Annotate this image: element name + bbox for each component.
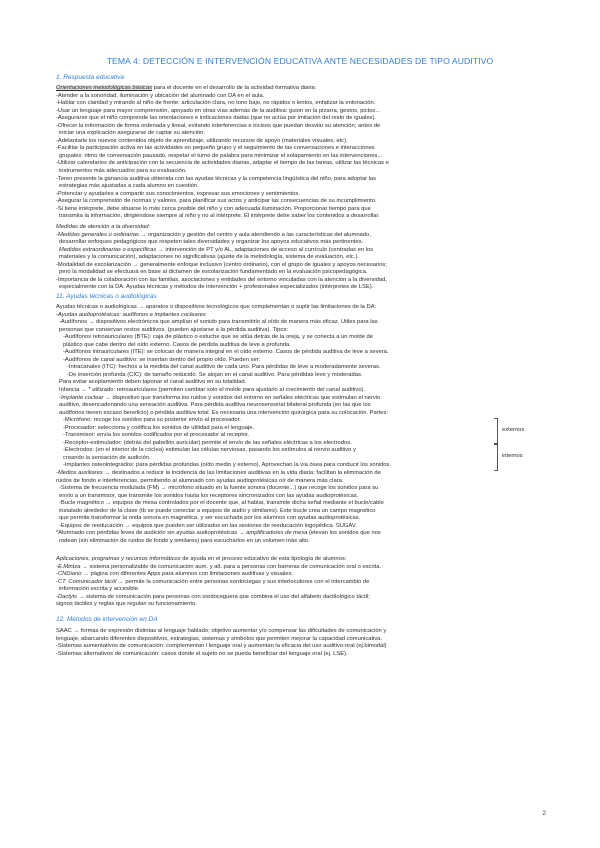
text-line: ruidos de fondo e interferencias, permitiendo al alumnado con ayudas audioprotésicas oír de manera más clara. (56, 477, 344, 484)
text-line: -Procesador: selecciona y codifica los sonidos de utilidad para el lenguaje. (63, 424, 255, 431)
text-line: -Modalidad de escolarización → generalmente enfoque inclusivo (centro ordinario), con el grupo de iguales y apoyos necesarios; (56, 261, 387, 268)
text-line: envío a un transmisor, que transmite los sonidos hasta los receptores sincronizados con las ayudas audioprotésicas. (59, 492, 359, 499)
label-externos: externos (502, 427, 525, 433)
text-line: SAAC → formas de expresión distintas al lenguaje hablado; objetivo aumentar y/o compensar las dificultades de comunicación y (56, 628, 387, 634)
text-line: -Sistema de frecuencia modulada (FM) → micrófono situado en la fuente sonora (docente...) que recoge los sonidos para su (59, 485, 379, 492)
page-title: TEMA 4: DETECCIÓN E INTERVENCIÓN EDUCATIVA ANTE NECESIDADES DE TIPO AUDITIVO (106, 56, 494, 66)
text-line: -Dactyls → sistema de comunicación para personas con sordoceguera que combina el uso del alfabeto dactilológico táctil; (56, 593, 370, 600)
text-line: información escrita y accesible. (59, 586, 140, 593)
text-line: -Audífonos retroauriculares (BTE): caja de plástico o estuche que se sitúa detrás de la oreja, y se conecta a un molde de (63, 334, 373, 341)
text-line: -Implantes osteointegrados: para pérdidas profundas (oído medio y externo). Aprovechan la vía ósea para conducir los sonidos. (63, 462, 392, 469)
text-line: -Usar un lenguaje para mayor comprensión, apoyado en otras vías además de la auditiva: guion en la pizarra, gestos, pictos... (56, 107, 381, 114)
text-line: -Tener presente la ganancia auditiva obtenida con las ayudas técnicas y la competencia lingüística del niño, para adoptar las (56, 175, 376, 182)
section-heading-respuesta: 1. Respuesta educativa (56, 74, 124, 81)
page-number: 2 (542, 810, 546, 817)
text-line: -Hablar con claridad y mirando al niño de frente: articulación clara, no tono bajo, no rápidos o lentos, enfatizar la entonación. (56, 100, 376, 107)
text-line: creando la sensación de audición. (63, 454, 151, 461)
text-line: Orientaciones metodológicas básicas para el docente en el desarrollo de la actividad formativa diaria: (56, 85, 317, 91)
text-line: -Sistemas aumentativos de comunicación: complementan l lenguaje oral y aumentan la eficacia del uso auditivo-oral (ej.bimodal) (56, 643, 387, 650)
text-line: -Audífonos intrauriculares (ITE): se colocan de manera integral en el oído externo. Casos de pérdida auditiva de leve a severa. (63, 349, 389, 356)
text-line: -Intracanales (ITC): hechos a la medida del canal auditivo de cada uno. Para pérdidas de leve a moderadamente severas. (67, 364, 381, 371)
text-line: Aplicaciones, programas y recursos informáticos de ayuda en el proceso educativo de esta tipología de alumnos: (56, 556, 347, 562)
text-line: -Audífonos de canal auditivo: se insertan dentro del propio oído. Pueden ser: (63, 356, 261, 363)
text-line: -Adelantarle los nuevos contenidos objeto de aprendizaje, utilizando recursos de apoyo (materiales visuales, etc). (56, 137, 348, 144)
text-line: -Sistemas alternativos de comunicación: casos donde el sujeto no se pueda beneficiar del lenguaje oral (ej. LSE). (56, 650, 348, 657)
text-line: -Medios auxiliares → destinados a reducir la incidencia de las limitaciones auditivas en la vida diaria; facilitan la eliminación de (56, 470, 381, 477)
text-line: -Asegurarse que el niño comprende las orientaciones e indicaciones dadas (que no actúa por imitación del resto de iguales). (56, 115, 376, 122)
text-line: -Medidas generales u ordinarias → organización y gestión del centro y aula atendiendo a las características del alumnado, (56, 231, 371, 238)
label-internos: internos (502, 453, 523, 459)
subheading: Medidas de atención a la diversidad: (56, 224, 151, 230)
text-line: -De inserción profunda (CIC): de tamaño reducido. Se alojan en el canal auditivo. Para pérdidas leve y moderadas. (67, 371, 363, 378)
text-line: transmita la información, dirigiéndose siempre al niño y no al intérprete. El intérprete debe saber los contenidos a desarrollar. (59, 213, 380, 220)
text-line: -Si tiene intérprete, debe situarse lo más cerca posible del niño y con adecuada iluminación. Proporcionar tiempo para que (56, 205, 371, 212)
text-line: audífonos tienen escaso beneficio) o pérdida auditiva total. Es necesaria una intervención quirúrgica para su colocación. Partes: (59, 409, 389, 416)
text-line: -Ayudas audioprotésicas: audífonos e implantes cocleares (56, 311, 206, 318)
text-line: -CT. Comunicador táctil → permite la comunicación entre personas sordociegas y sus interlocutores con el intercambio de (56, 578, 370, 585)
text-line: estrategias más ajustadas a cada alumno en cuestión. (59, 183, 199, 190)
text-line: -Asegurar la comprensión de normas y valores, para planificar sus actos y anticipar las consecuencias de su incumplimiento. (56, 198, 377, 205)
text-line: pero la modalidad se efectuará en base al dictamen de escolarización fundamentado en la evaluación psicopedagógica. (59, 269, 368, 276)
section-heading-ayudas: 11. Ayudas técnicas o audiológicas (56, 293, 157, 300)
text-line: -Implante coclear → dispositivo que transforma los ruidos y sonidos del entorno en señales eléctricas que estimulan el nervio (59, 394, 381, 401)
brace-internos (494, 444, 498, 471)
text-line: Infancia → * utilizado: retroauriculares (permiten cambiar solo el molde para ajustarlo al crecimiento del canal auditivo). (59, 387, 366, 394)
brace-externos (494, 418, 498, 444)
text-line: -Equipos de reeducación → equipos que pueden ser utilizados en las sesiones de reeducación logopédica. SUGAV. (59, 522, 357, 529)
text-line: auditivo, desencadenando una sensación auditiva. Para pérdida auditiva neurosensorial bilateral profunda (en las que los (59, 402, 371, 409)
text-line: *Alumnado con pérdidas leves de audición sin ayudas audioprotésicas → amplificadores de mesa (elevan los sonidos que nos (56, 530, 381, 537)
text-line: que permite transformar la onda sonora en magnética, y ser escuchada por los alumnos con ayudas audioprotésicas. (59, 515, 361, 522)
text-line: -Electrodos: (en el interior de la cóclea) estimulan las células nerviosas, pasando los estímulos al nervio auditivo y (63, 447, 356, 454)
text-line: especialmente con la DA. Ayudas técnicas y métodos de intervención + profesionales especializados (intérpretes de LSE). (59, 284, 374, 291)
text-line: materiales y la comunicación), adaptaciones no significativas (ajuste de la metodología, sistema de evaluación, etc.). (59, 254, 359, 261)
text-line: -Receptor-estimulador: (detrás del pabellón auricular) permite el envío de las señales eléctricas a los electrodos. (63, 439, 352, 446)
text-line: -CNDiario → página con diferentes Apps para alumnos con limitaciones auditivas y visuales. (56, 571, 294, 578)
text-line: signos táctiles y reglas que regulan su funcionamiento. (56, 601, 197, 608)
text-line: Medidas extraordinarias o específicas → intervención de PT y/o AL, adaptaciones de acceso al currículo (centradas en los (59, 246, 374, 253)
text-line: personas que conservan restos auditivos. (pueden ajustarse a la pérdida auditiva). Tipos: (59, 326, 289, 333)
text-line: plástico que cabe dentro del oído externo. Casos de pérdida auditiva de leve a profunda. (63, 341, 291, 348)
text-line: instalado alrededor de la clase (tb se puede conectar a equipos de audio y similares). Este bucle crea un campo magnético (59, 507, 376, 514)
text-line: iniciar una explicación asegurarse de captar su atención. (59, 130, 205, 137)
text-line: -Potenciar y ayudarles a compartir sus conocimientos, expresar sus emociones y sentimientos. (56, 190, 300, 197)
text-line: -Bucle magnético → equipos de mesa controlados por el docente que, al hablar, transmite dicha señal mediante el bucle/cable (59, 500, 384, 507)
text-line: -E.Mintza → sistema personalizable de comunicación aum. y alt. para a personas con barreras de comunicación oral o escrita. (56, 563, 382, 570)
text-line: instrumentos más adecuados para su evaluación. (59, 168, 187, 175)
text-line: -Utilizar calendarios de anticipación con la secuencia de actividades diarias, adaptar el tiempo de las tareas, utilizar las técnicas e (56, 160, 389, 167)
block-saac (56, 628, 544, 658)
section-heading-metodos: 12. Métodos de intervención en DA (56, 616, 158, 623)
text-line: -Facilitar la participación activa en las actividades en pequeño grupo y el seguimiento de las conversaciones e interacciones (56, 145, 375, 152)
text-line: lenguaje, abarcando diferentes dispositivos, estrategias, sistemas y símbolos que permiten mejorar la capacidad comunicativa. (56, 635, 383, 642)
block-aplicaciones (56, 556, 544, 609)
text-line: -Transmisor: envía los sonidos codificados por el procesador al receptor. (63, 432, 250, 439)
text-line: -Ofrecer la información de forma ordenada y lineal, evitando interferencias e incisos que puedan desviar su atención; antes de (56, 122, 381, 129)
text-line: Ayudas técnicas o audiológicas → aparatos o dispositivos tecnológicos que complementan o suplir las limitaciones de la DA: (56, 304, 377, 310)
text-line: -Audífonos → dispositivos electrónicos que amplían el sonido para transmitirlo al oído de manera más eficaz. Útiles para las (59, 319, 378, 326)
text-line: desarrollar enfoques pedagógicos que respeten tales diversidades y organizar los apoyos educativos más pertinentes. (59, 239, 364, 246)
block-orientaciones (56, 85, 544, 221)
block-medidas (56, 224, 544, 292)
text-line: Para evitar acoplamiento deben taponar el canal auditivo en su totalidad. (59, 379, 247, 386)
text-line: -Micrófono: recoge los sonidos para su posterior envío al procesador. (63, 417, 241, 424)
text-line: grupales: ritmo de conversación pausado, respetar el turno de palabra para minimizar el solapamiento en las intervenciones... (59, 152, 383, 159)
text-line: -Atender a la sonoridad, iluminación y ubicación del alumnado con DA en el aula. (56, 92, 265, 99)
text-line: rodean (sin eliminación de ruidos de fondo y similares) para escucharlos en un volumen más alto. (59, 537, 310, 544)
block-ayudas-tecnicas (56, 304, 544, 546)
text-line: -Importancia de la colaboración con las familias, asociaciones y entidades del entorno vinculadas con la atención a la diversidad, (56, 276, 387, 283)
